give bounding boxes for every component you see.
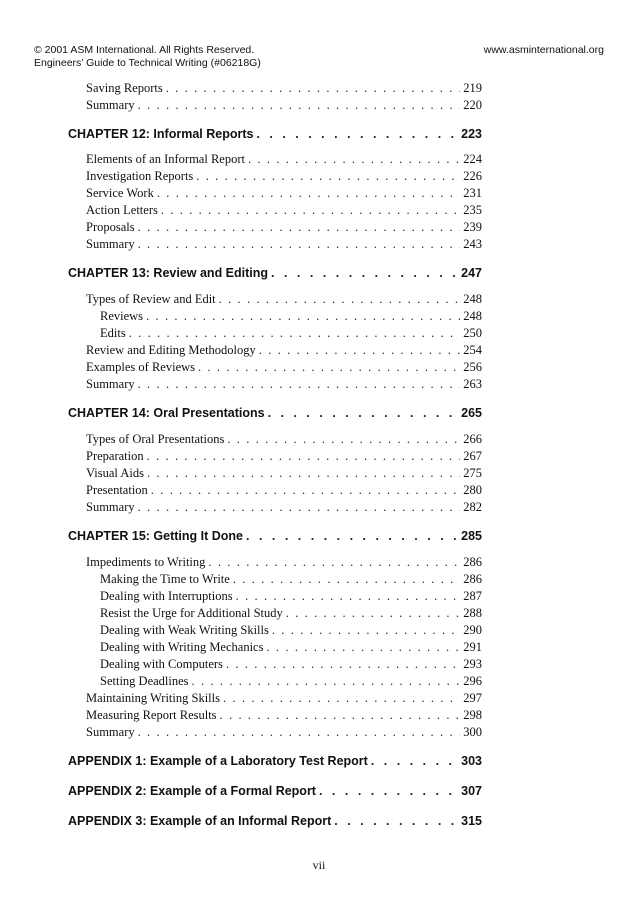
toc-entry-page: 239 (463, 220, 482, 234)
toc-entry-page: 248 (463, 292, 482, 306)
page-number: vii (312, 858, 326, 872)
dot-leader (166, 81, 461, 96)
toc-heading[interactable] (68, 754, 482, 774)
toc-entry-title: Action Letters (86, 203, 158, 217)
dot-leader (138, 725, 461, 740)
toc-entry-title: Examples of Reviews (86, 360, 196, 374)
dot-leader (208, 555, 460, 570)
dot-leader (223, 691, 460, 706)
toc-entry-title: Dealing with Weak Writing Skills (100, 623, 269, 637)
dot-leader (248, 152, 460, 167)
dot-leader (266, 640, 460, 655)
toc-entry[interactable] (86, 98, 482, 115)
toc-entry-title: Edits (100, 326, 126, 340)
toc-heading[interactable] (68, 814, 482, 834)
toc-entry-title: Dealing with Interruptions (100, 589, 233, 603)
toc-entry[interactable] (100, 309, 482, 326)
toc-entry-title: Resist the Urge for Additional Study (100, 606, 283, 620)
dot-leader (138, 237, 461, 252)
toc-entry[interactable] (86, 169, 482, 186)
toc-entry[interactable] (100, 623, 482, 640)
toc-entry-title: Summary (86, 500, 135, 514)
toc-entry[interactable] (86, 152, 482, 169)
dot-leader (151, 483, 460, 498)
toc-entry[interactable] (86, 691, 482, 708)
toc-entry-page: 285 (461, 529, 482, 543)
toc-entry[interactable] (86, 343, 482, 360)
dot-leader (256, 127, 458, 141)
toc-entry-page: 256 (463, 360, 482, 374)
toc-entry-title: APPENDIX 2: Example of a Formal Report (68, 784, 316, 798)
toc-entry[interactable] (100, 572, 482, 589)
toc-entry[interactable] (86, 237, 482, 254)
dot-leader (236, 589, 461, 604)
toc-entry[interactable] (86, 432, 482, 449)
toc-entry-title: Types of Oral Presentations (86, 432, 225, 446)
toc-entry[interactable] (86, 725, 482, 742)
toc-entry-title: Measuring Report Results (86, 708, 217, 722)
dot-leader (227, 432, 460, 447)
dot-leader (138, 500, 461, 515)
book-title: Engineers’ Guide to Technical Writing (#06218G) (34, 57, 261, 69)
toc-entry[interactable] (86, 555, 482, 572)
dot-leader (146, 309, 460, 324)
toc-entry-page: 303 (461, 754, 482, 768)
toc-entry-page: 254 (463, 343, 482, 357)
dot-leader (157, 186, 460, 201)
toc-entry-page: 223 (461, 127, 482, 141)
toc-entry-page: 315 (461, 814, 482, 828)
toc-entry-page: 248 (463, 309, 482, 323)
toc-entry-page: 287 (463, 589, 482, 603)
toc-entry-title: Reviews (100, 309, 144, 323)
page-header (34, 44, 604, 70)
toc-heading[interactable] (68, 127, 482, 147)
toc-entry[interactable] (86, 708, 482, 725)
toc-entry[interactable] (86, 203, 482, 220)
toc-entry-page: 286 (463, 572, 482, 586)
toc-entry-page: 266 (463, 432, 482, 446)
toc-entry-title: Impediments to Writing (86, 555, 206, 569)
dot-leader (129, 326, 461, 341)
toc-entry[interactable] (86, 466, 482, 483)
toc-entry[interactable] (100, 606, 482, 623)
dot-leader (147, 449, 461, 464)
toc-entry-title: Setting Deadlines (100, 674, 189, 688)
toc-entry-title: CHAPTER 15: Getting It Done (68, 529, 244, 543)
toc-entry[interactable] (100, 589, 482, 606)
dot-leader (259, 343, 460, 358)
dot-leader (271, 266, 458, 280)
toc-entry-title: Saving Reports (86, 81, 163, 95)
toc-entry[interactable] (86, 377, 482, 394)
toc-entry[interactable] (100, 640, 482, 657)
toc-entry-page: 288 (463, 606, 482, 620)
toc-entry-title: Dealing with Computers (100, 657, 223, 671)
toc-entry-title: Elements of an Informal Report (86, 152, 245, 166)
toc-entry-title: Maintaining Writing Skills (86, 691, 220, 705)
dot-leader (272, 623, 460, 638)
toc-entry[interactable] (100, 657, 482, 674)
toc-entry[interactable] (100, 674, 482, 691)
toc-entry-title: Making the Time to Write (100, 572, 230, 586)
toc-entry-page: 275 (463, 466, 482, 480)
toc-entry-page: 263 (463, 377, 482, 391)
toc-entry-page: 226 (463, 169, 482, 183)
toc-entry-title: Summary (86, 98, 135, 112)
toc-entry-title: Types of Review and Edit (86, 292, 216, 306)
toc-entry[interactable] (86, 292, 482, 309)
dot-leader (334, 814, 458, 828)
dot-leader (147, 466, 460, 481)
toc-entry-page: 265 (461, 406, 482, 420)
dot-leader (219, 292, 461, 307)
toc-heading[interactable] (68, 406, 482, 426)
toc-entry-page: 290 (463, 623, 482, 637)
dot-leader (196, 169, 460, 184)
dot-leader (319, 784, 458, 798)
toc-entry-title: Visual Aids (86, 466, 144, 480)
toc-entry-page: 307 (461, 784, 482, 798)
toc-entry-title: Summary (86, 237, 135, 251)
toc-entry-title: Dealing with Writing Mechanics (100, 640, 264, 654)
toc-entry[interactable] (100, 326, 482, 343)
toc-entry-title: Proposals (86, 220, 135, 234)
toc-entry-page: 291 (463, 640, 482, 654)
toc-entry-title: Service Work (86, 186, 154, 200)
toc-entry[interactable] (86, 449, 482, 466)
toc-entry-page: 231 (463, 186, 482, 200)
toc-entry-page: 247 (461, 266, 482, 280)
toc-entry-page: 267 (463, 449, 482, 463)
toc-entry-title: CHAPTER 12: Informal Reports (68, 127, 254, 141)
toc-entry-title: Summary (86, 377, 135, 391)
dot-leader (161, 203, 460, 218)
toc-entry-title: Presentation (86, 483, 148, 497)
toc-entry[interactable] (86, 483, 482, 500)
dot-leader (138, 220, 461, 235)
dot-leader (226, 657, 460, 672)
toc-entry-title: Preparation (86, 449, 144, 463)
toc-entry[interactable] (86, 81, 482, 98)
dot-leader (138, 377, 461, 392)
toc-entry[interactable] (86, 500, 482, 517)
dot-leader (286, 606, 461, 621)
dot-leader (246, 529, 458, 543)
toc-entry-title: APPENDIX 1: Example of a Laboratory Test Report (68, 754, 368, 768)
toc-entry-title: CHAPTER 14: Oral Presentations (68, 406, 265, 420)
toc-heading[interactable] (68, 784, 482, 804)
toc-entry-title: APPENDIX 3: Example of an Informal Report (68, 814, 332, 828)
dot-leader (138, 98, 461, 113)
toc-heading[interactable] (68, 529, 482, 549)
toc-entry-page: 219 (463, 81, 482, 95)
dot-leader (220, 708, 461, 723)
toc-entry-page: 220 (463, 98, 482, 112)
toc-entry-title: Summary (86, 725, 135, 739)
toc-entry-page: 296 (463, 674, 482, 688)
toc-entry-page: 250 (463, 326, 482, 340)
toc-entry[interactable] (86, 220, 482, 237)
toc-entry[interactable] (86, 360, 482, 377)
dot-leader (371, 754, 458, 768)
dot-leader (192, 674, 461, 689)
dot-leader (198, 360, 460, 375)
toc-entry-page: 280 (463, 483, 482, 497)
toc-entry-page: 293 (463, 657, 482, 671)
dot-leader (268, 406, 459, 420)
toc-entry-title: CHAPTER 13: Review and Editing (68, 266, 269, 280)
toc-entry-page: 282 (463, 500, 482, 514)
toc-entry-page: 297 (463, 691, 482, 705)
toc-entry-title: Investigation Reports (86, 169, 194, 183)
dot-leader (233, 572, 460, 587)
toc-entry-title: Review and Editing Methodology (86, 343, 256, 357)
toc-entry-page: 300 (463, 725, 482, 739)
toc-heading[interactable] (68, 266, 482, 286)
toc-entry-page: 286 (463, 555, 482, 569)
toc-entry-page: 298 (463, 708, 482, 722)
toc-entry-page: 243 (463, 237, 482, 251)
website-link[interactable]: www.asminternational.org (483, 44, 604, 56)
toc-entry[interactable] (86, 186, 482, 203)
copyright-notice: © 2001 ASM International. All Rights Reserved. (34, 44, 255, 56)
toc-entry-page: 224 (463, 152, 482, 166)
toc-entry-page: 235 (463, 203, 482, 217)
